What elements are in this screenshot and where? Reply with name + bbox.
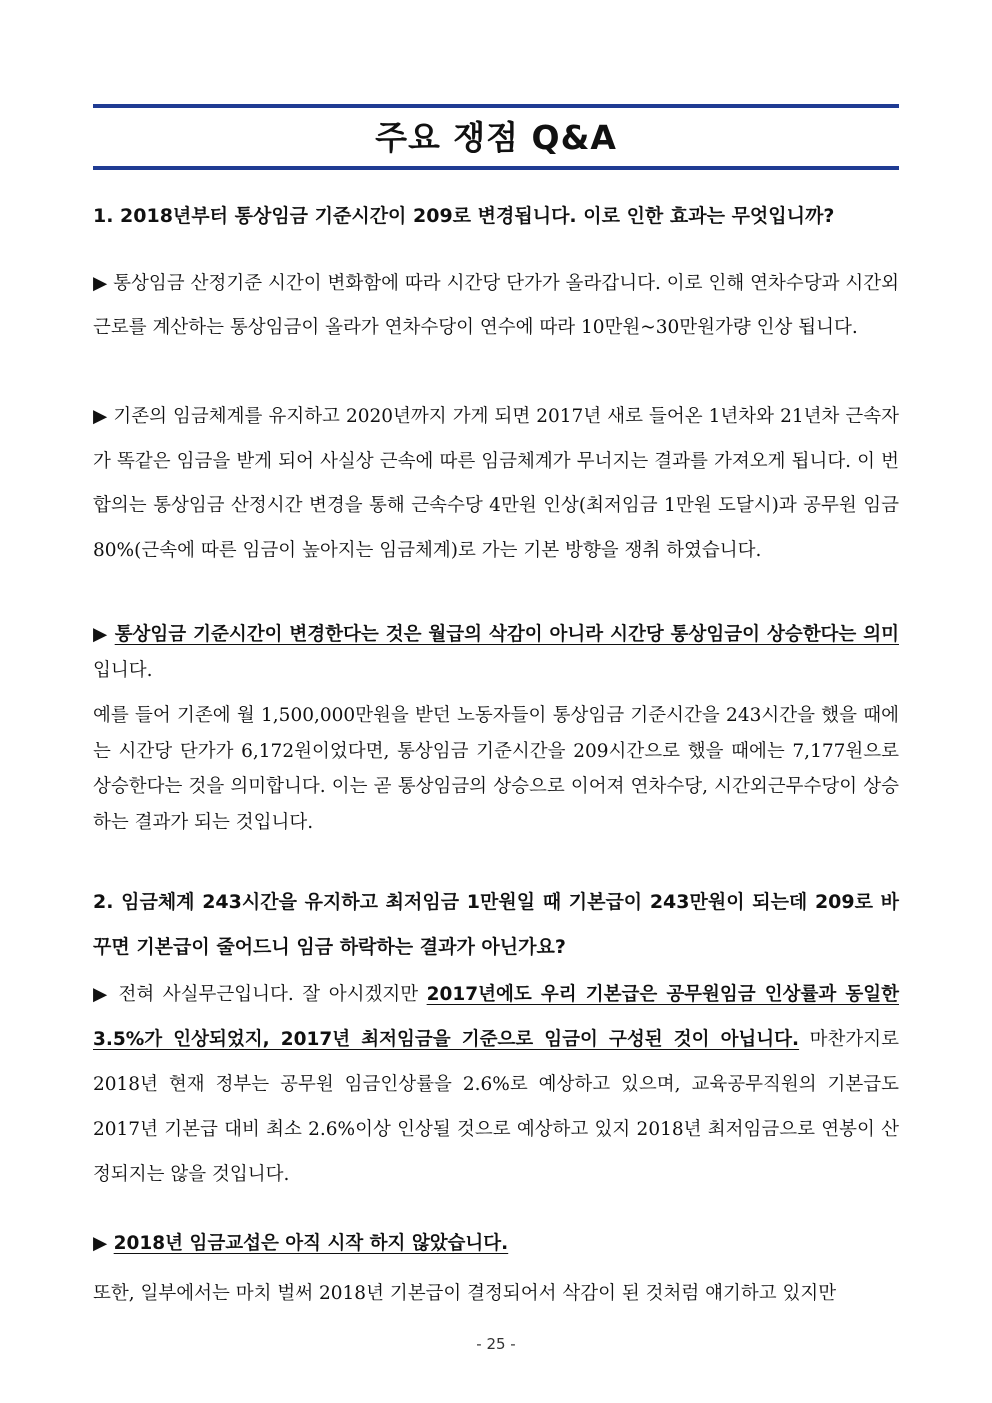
answer-2-underlined-2: 2018년 임금교섭은 아직 시작 하지 않았습니다. [113,1233,509,1254]
answer-2-tail: 마찬가지로 2018년 현재 정부는 공무원 임금인상률을 2.6%로 예상하고 있으며, 교육공무직원의 기본급도 2017년 기본급 대비 최소 2.6%이상 인상될 것으로 예상하고 있지 2018년 최저임금으로 연봉이 산정되지는 않을 것입니다. [93,1029,899,1185]
title-rule-top [93,104,899,108]
answer-1-paragraph-3 [93,617,899,689]
underlined-statement: 통상임금 기준시간이 변경한다는 것은 월급의 삭감이 아니라 시간당 통상임금이 상승한다는 의미 [114,624,899,645]
answer-2-paragraph-3: 또한, 일부에서는 마치 벌써 2018년 기본급이 결정되어서 삭감이 된 것처럼 얘기하고 있지만 [93,1283,837,1304]
arrow-marker: ▶ [93,624,115,645]
title-rule-bottom [93,166,899,170]
arrow-marker-2: ▶ [93,1233,114,1254]
page-title: 주요 쟁점 Q&A [375,118,617,157]
answer-2-lead: ▶ 전혀 사실무근입니다. 잘 아시겠지만 [93,984,427,1005]
answer-2-underlined: 2017년에도 우리 기본급은 공무원임금 인상률과 동일한 3.5%가 인상되었지, 2017년 최저임금을 기준으로 임금이 구성된 것이 아닙니다. [93,984,899,1050]
statement-tail: 입니다. [93,660,153,681]
question-1: 1. 2018년부터 통상임금 기준시간이 209로 변경됩니다. 이로 인한 효과는 무엇입니까? [93,205,835,227]
answer-1-paragraph-1: ▶ 통상임금 산정기준 시간이 변화함에 따라 시간당 단가가 올라갑니다. 이로 인해 연차수당과 시간외근로를 계산하는 통상임금이 올라가 연차수당이 연수에 따라 10만원~30만원가량 인상 됩니다. [93,273,899,338]
question-2: 2. 임금체계 243시간을 유지하고 최저임금 1만원일 때 기본급이 243만원이 되는데 209로 바꾸면 기본급이 줄어드니 임금 하락하는 결과가 아닌가요? [93,891,899,958]
answer-1-paragraph-4: 예를 들어 기존에 월 1,500,000만원을 받던 노동자들이 통상임금 기준시간을 243시간을 했을 때에는 시간당 단가가 6,172원이었다면, 통상임금 기준시간을 209시간으로 했을 때에는 7,177원으로 상승한다는 것을 의미합니다. 이는 곧 통상임금의 상승으로 이어져 연차수당, 시간외근무수당이 상승하는 결과가 되는 것입니다. [93,705,899,833]
page-number: - 25 - [476,1335,516,1353]
answer-1-paragraph-2: ▶ 기존의 임금체계를 유지하고 2020년까지 가게 되면 2017년 새로 들어온 1년차와 21년차 근속자가 똑같은 임금을 받게 되어 사실상 근속에 따른 임금체계가 무너지는 결과를 가져오게 됩니다. 이 번 합의는 통상임금 산정시간 변경을 통해 근속수당 4만원 인상(최저임금 1만원 도달시)과 공무원 임금 80%(근속에 따른 임금이 높아지는 임금체계)로 가는 기본 방향을 쟁취 하였습니다. [93,406,899,561]
answer-2-paragraph-1 [93,972,899,1197]
answer-2-paragraph-2 [93,1226,899,1262]
